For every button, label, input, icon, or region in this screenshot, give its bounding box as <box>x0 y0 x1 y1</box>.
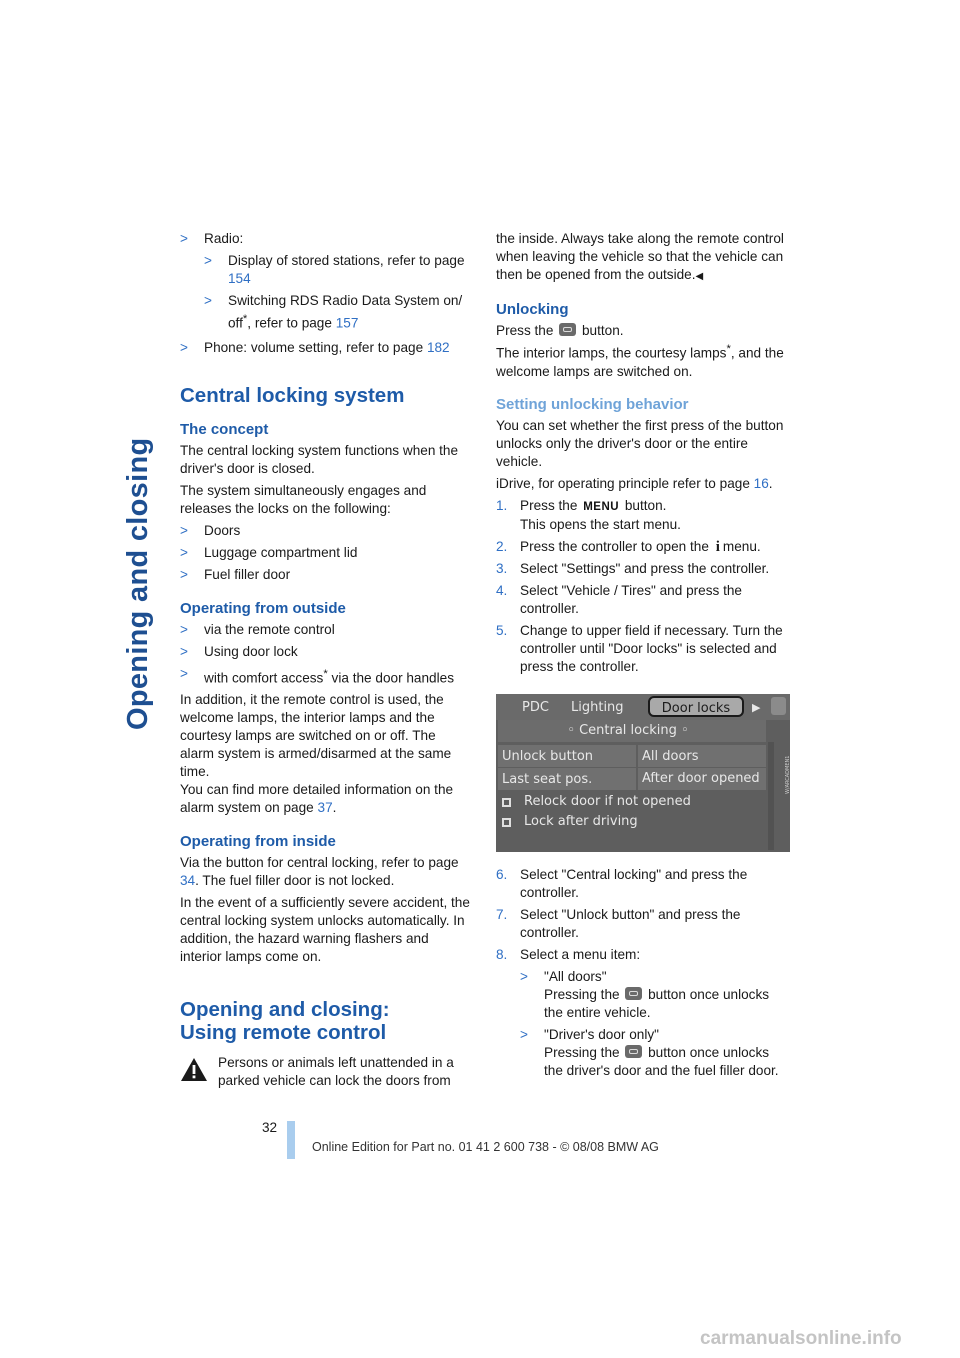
warning-continuation: the inside. Always take along the remote control when leaving the vehicle so that the vehicle can then be opened from the outside.◀ <box>496 231 784 282</box>
screen-tab-lighting: Lighting <box>571 699 624 715</box>
unlocking-paragraph-2: The interior lamps, the courtesy lamps*, and the welcome lamps are switched on. <box>496 343 784 379</box>
setting-paragraph-2: iDrive, for operating principle refer to page 16. <box>496 475 773 491</box>
list-item: > Doors <box>180 522 241 538</box>
heading-remote-1: Opening and closing: <box>180 998 390 1022</box>
warning-note: Persons or animals left unattended in a parked vehicle can lock the doors from <box>180 1054 472 1090</box>
step-7: 7. Select "Unlock button" and press the controller. <box>496 906 741 940</box>
checkbox-icon <box>502 818 511 827</box>
step-8: 8. Select a menu item: <box>496 946 641 962</box>
list-item: > Using door lock <box>180 643 298 659</box>
screen-row2-label: Last seat pos. <box>502 771 593 787</box>
option-all-doors: > "All doors" Pressing the button once unlocks the entire vehicle. <box>520 968 770 1020</box>
step-4: 4. Select "Vehicle / Tires" and press the controller. <box>496 582 742 616</box>
list-item: > with comfort access* via the door handles <box>180 665 454 686</box>
heading-operating-inside: Operating from inside <box>180 833 336 851</box>
setting-paragraph-1: You can set whether the first press of the button unlocks only the driver's door or the entire vehicle. <box>496 417 784 469</box>
info-icon: i <box>715 538 720 555</box>
footer-edition: Online Edition for Part no. 01 41 2 600 738 - © 08/08 BMW AG <box>312 1140 659 1154</box>
screen-row2-value: After door opened <box>642 770 760 786</box>
screen-arrow-right-icon: ▶ <box>752 700 761 714</box>
inside-paragraph-2: In the event of a sufficiently severe accident, the central locking system unlocks automatically. In addition, the hazard warning flashers and interior lamps come on. <box>180 895 470 965</box>
heading-setting-unlocking: Setting unlocking behavior <box>496 395 689 413</box>
page-number: 32 <box>262 1120 278 1135</box>
unlocking-paragraph-1: Press the button. <box>496 323 624 338</box>
unlock-button-icon <box>559 323 576 336</box>
heading-central-locking: Central locking system <box>180 383 405 407</box>
watermark: carmanualsonline.info <box>700 1328 902 1349</box>
unlock-button-icon <box>625 1045 642 1058</box>
step-6: 6. Select "Central locking" and press the controller. <box>496 866 748 900</box>
screen-separator <box>636 768 638 790</box>
step-3: 3. Select "Settings" and press the controller. <box>496 560 770 576</box>
footer-accent-bar <box>287 1121 295 1159</box>
page-link-34[interactable]: 34 <box>180 873 196 889</box>
checkbox-icon <box>502 798 511 807</box>
side-chapter-title: Opening and closing <box>122 437 154 730</box>
list-item: > via the remote control <box>180 621 335 637</box>
heading-concept: The concept <box>180 420 269 438</box>
heading-remote-2: Using remote control <box>180 1021 387 1045</box>
screen-title: ◦ Central locking ◦ <box>567 722 689 738</box>
screen-row1-value: All doors <box>642 748 699 764</box>
image-code: W/ARCADMEN1 <box>785 755 791 794</box>
heading-operating-outside: Operating from outside <box>180 599 346 617</box>
page-link-37[interactable]: 37 <box>317 800 333 816</box>
screen-scroll-icon <box>771 697 786 715</box>
warning-triangle-icon <box>180 1057 208 1082</box>
asterisk-icon: * <box>726 343 731 355</box>
screen-tab-pdc: PDC <box>522 699 549 715</box>
screen-row1-label: Unlock button <box>502 748 594 764</box>
heading-unlocking: Unlocking <box>496 301 569 318</box>
bullet-display-stations: > Display of stored stations, refer to page 154 <box>204 253 465 286</box>
unlock-button-icon <box>625 987 642 1000</box>
page-link-154[interactable]: 154 <box>228 271 251 286</box>
step-1: 1. Press the MENU button. This opens the start menu. <box>496 497 681 532</box>
screen-separator <box>636 745 638 767</box>
outside-paragraph-2: You can find more detailed information on the alarm system on page 37. <box>180 782 454 816</box>
option-drivers-door: > "Driver's door only" Pressing the button once unlocks the driver's door and the fuel filler door. <box>520 1026 779 1078</box>
screen-tab-door-locks: Door locks <box>648 696 744 717</box>
bullet-rds: > Switching RDS Radio Data System on/ off*, refer to page 157 <box>204 293 463 331</box>
bullet-radio: > Radio: <box>180 231 244 246</box>
bullet-phone: > Phone: volume setting, refer to page 182 <box>180 339 450 355</box>
concept-paragraph-1: The central locking system functions when the driver's door is closed. <box>180 442 459 476</box>
step-2: 2. Press the controller to open the i menu. <box>496 538 761 555</box>
right-column <box>496 230 791 1084</box>
idrive-screenshot <box>496 694 790 852</box>
page-link-182[interactable]: 182 <box>426 339 450 355</box>
asterisk-icon: * <box>323 667 328 680</box>
step-5: 5. Change to upper field if necessary. Turn the controller until "Door locks" is selected and press the controller. <box>496 622 783 674</box>
screen-check2-label: Lock after driving <box>524 813 638 829</box>
left-column <box>180 230 472 1090</box>
list-item: > Fuel filler door <box>180 566 291 582</box>
page-link-157[interactable]: 157 <box>335 315 359 331</box>
page-link-16[interactable]: 16 <box>753 475 769 491</box>
inside-paragraph-1: Via the button for central locking, refer to page 34. The fuel filler door is not locked. <box>180 855 459 889</box>
asterisk-icon: * <box>242 313 248 325</box>
screen-check1-label: Relock door if not opened <box>524 793 691 809</box>
screen-scrollbar <box>768 742 774 850</box>
concept-paragraph-2: The system simultaneously engages and releases the locks on the following: <box>180 482 427 516</box>
outside-paragraph-1: In addition, it the remote control is used, the welcome lamps, the interior lamps and the courtesy lamps are switched on or off. The alarm system is armed/disarmed at the same time. <box>180 692 452 780</box>
list-item: > Luggage compartment lid <box>180 544 358 560</box>
end-mark-icon: ◀ <box>695 271 704 282</box>
menu-key-icon: MENU <box>583 500 620 513</box>
